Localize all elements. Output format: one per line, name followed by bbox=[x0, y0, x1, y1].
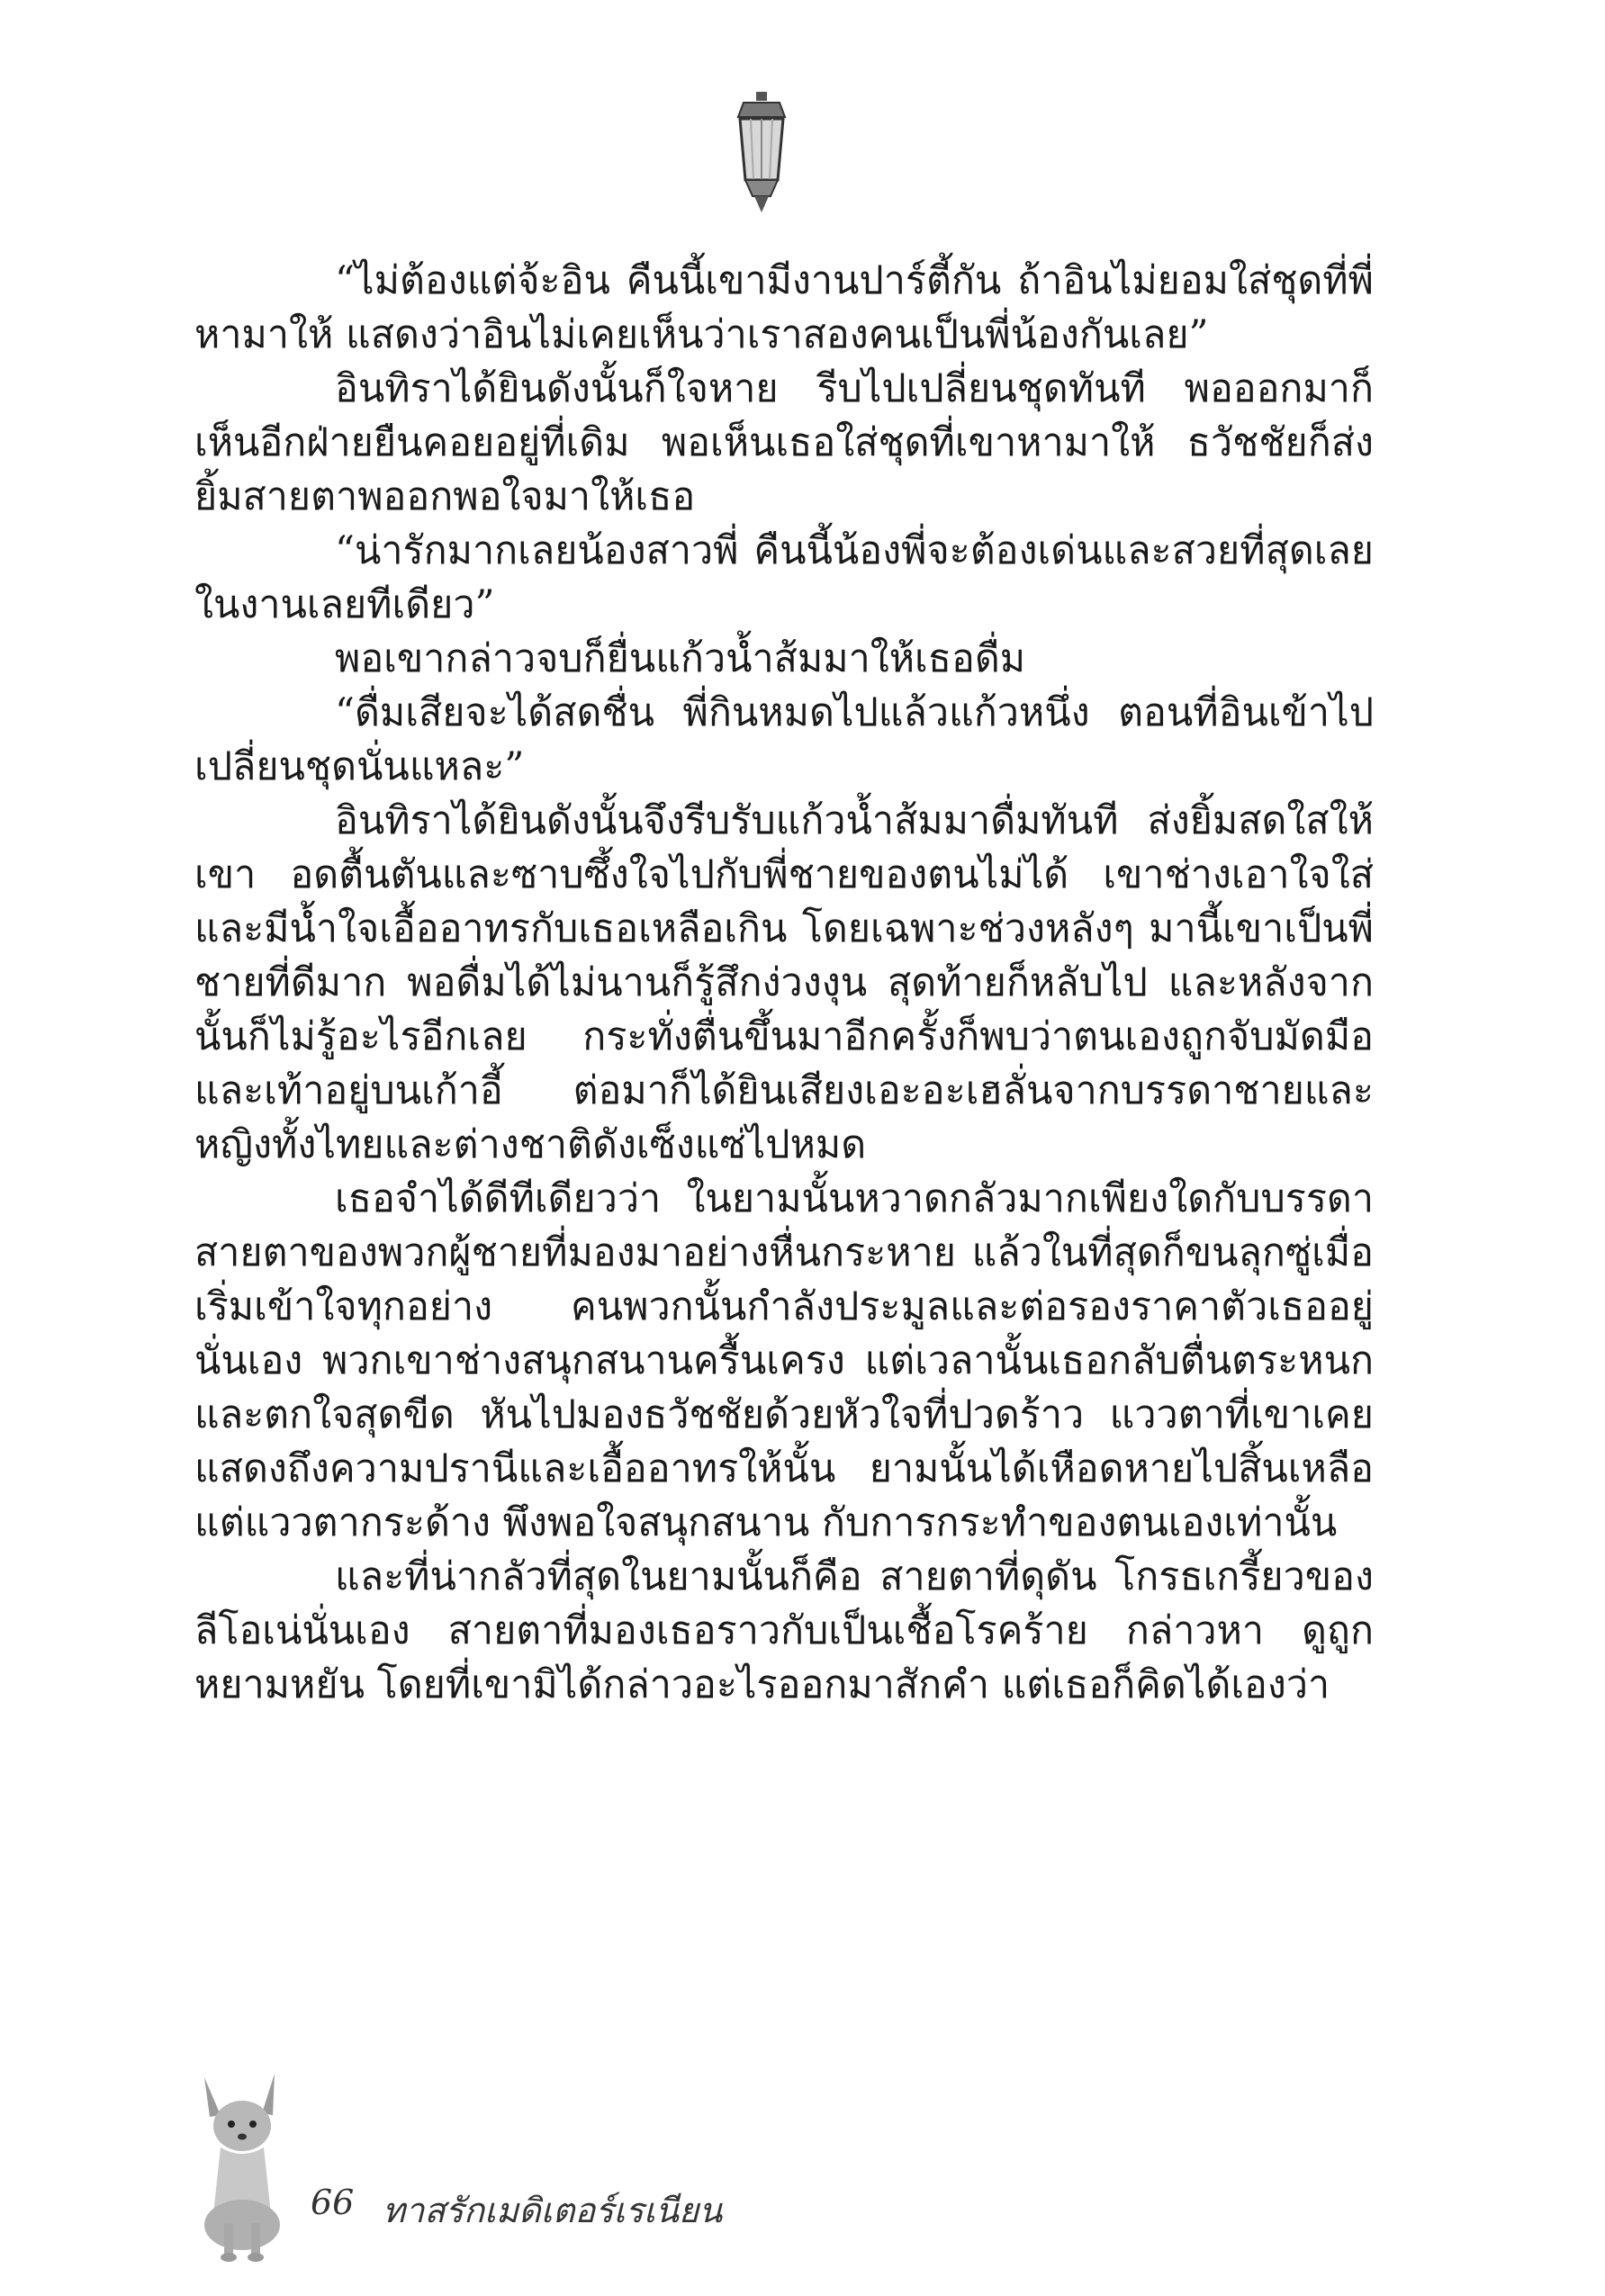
paragraph-8: และที่น่ากลัวที่สุดในยามนั้นก็คือ สายตาที่ดุดัน โกรธเกรี้ยวของลีโอเน่นั่นเอง สายตาที่มองเธอราวกับเป็นเชื้อโรคร้าย กล่าวหา ดูถูกหยามหยัน โดยที่เขามิได้กล่าวอะไรออกมาสักคำ แต่เธอก็คิดได้เองว่า bbox=[194, 1554, 1374, 1707]
lantern-icon bbox=[726, 90, 798, 216]
page-number: 66 bbox=[311, 2183, 355, 2222]
story-text bbox=[194, 254, 1374, 1712]
paragraph-1: “ไม่ต้องแต่จ้ะอิน คืนนี้เขามีงานปาร์ตี้กัน ถ้าอินไม่ยอมใส่ชุดที่พี่หามาให้ แสดงว่าอินไม่เคยเห็นว่าเราสองคนเป็นพี่น้องกันเลย” bbox=[194, 258, 1374, 357]
paragraph-2: อินทิราได้ยินดังนั้นก็ใจหาย รีบไปเปลี่ยนชุดทันที พอออกมาก็เห็นอีกฝ่ายยืนคอยอยู่ที่เดิม พอเห็นเธอใส่ชุดที่เขาหามาให้ ธวัชชัยก็ส่งยิ้มสายตาพออกพอใจมาให้เธอ bbox=[194, 366, 1374, 519]
paragraph-7: เธอจำได้ดีทีเดียวว่า ในยามนั้นหวาดกลัวมากเพียงใดกับบรรดาสายตาของพวกผู้ชายที่มองมาอย่างหื่นกระหาย แล้วในที่สุดก็ขนลุกซู่เมื่อเริ่มเข้าใจทุกอย่าง คนพวกนั้นกำลังประมูลและต่อรองราคาตัวเธออยู่นั่นเอง พวกเขาช่างสนุกสนานครื้นเครง แต่เวลานั้นเธอกลับตื่นตระหนกและตกใจสุดขีด หันไปมองธวัชชัยด้วยหัวใจที่ปวดร้าว แววตาที่เขาเคยแสดงถึงความปรานีและเอื้ออาทรให้นั้น ยามนั้นได้เหือดหายไปสิ้นเหลือแต่แววตากระด้าง พึงพอใจสนุกสนาน กับการกระทำของตนเองเท่านั้น bbox=[194, 1176, 1374, 1545]
paragraph-4: พอเขากล่าวจบก็ยื่นแก้วน้ำส้มมาให้เธอดื่ม bbox=[335, 636, 1026, 681]
page-footer bbox=[185, 2061, 995, 2268]
book-title: ทาสรักเมดิเตอร์เรเนียน bbox=[383, 2191, 723, 2230]
paragraph-3: “น่ารักมากเลยน้องสาวพี่ คืนนี้น้องพี่จะต้องเด่นและสวยที่สุดเลยในงานเลยทีเดียว” bbox=[194, 528, 1374, 627]
paragraph-6: อินทิราได้ยินดังนั้นจึงรีบรับแก้วน้ำส้มมาดื่มทันที ส่งยิ้มสดใสให้เขา อดตื้นตันและซาบซึ้งใจไปกับพี่ชายของตนไม่ได้ เขาช่างเอาใจใส่และมีน้ำใจเอื้ออาทรกับเธอเหลือเกิน โดยเฉพาะช่วงหลังๆ มานี้เขาเป็นพี่ชายที่ดีมาก พอดื่มได้ไม่นานก็รู้สึกง่วงงุน สุดท้ายก็หลับไป และหลังจากนั้นก็ไม่รู้อะไรอีกเลย กระทั่งตื่นขึ้นมาอีกครั้งก็พบว่าตนเองถูกจับมัดมือและเท้าอยู่บนเก้าอี้ ต่อมาก็ได้ยินเสียงเอะอะเฮลั่นจากบรรดาชายและหญิงทั้งไทยและต่างชาติดังเซ็งแซ่ไปหมด bbox=[194, 798, 1374, 1167]
paragraph-5: “ดื่มเสียจะได้สดชื่น พี่กินหมดไปแล้วแก้วหนึ่ง ตอนที่อินเข้าไปเปลี่ยนชุดนั่นแหละ” bbox=[194, 690, 1374, 789]
chihuahua-icon bbox=[185, 2061, 302, 2264]
